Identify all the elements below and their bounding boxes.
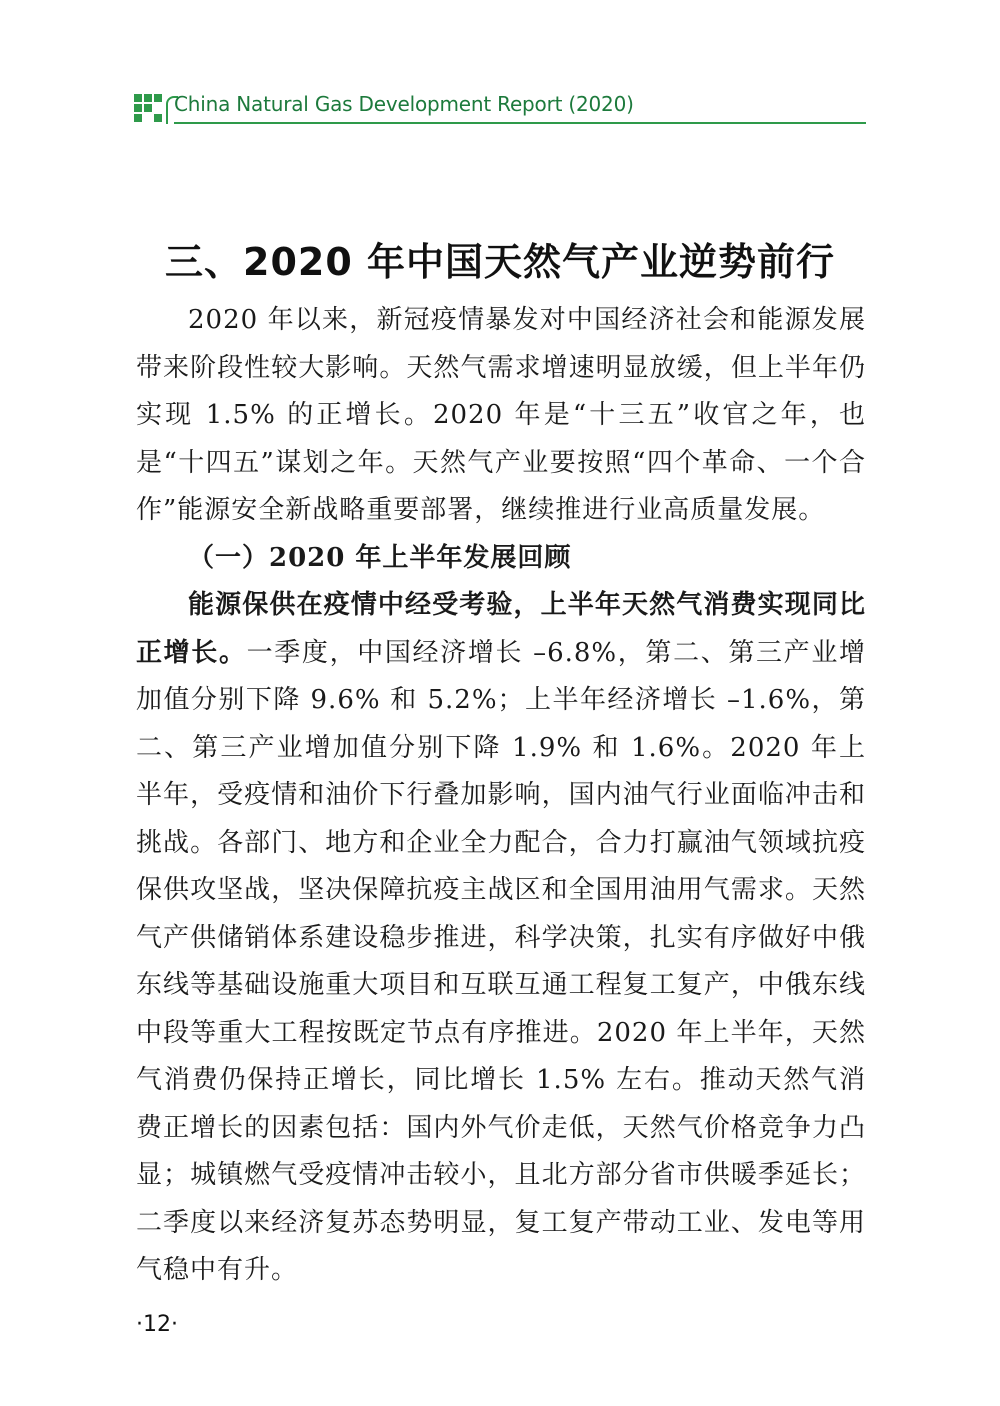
report-title: China Natural Gas Development Report (2020) xyxy=(174,92,634,116)
page-header xyxy=(134,90,866,126)
section-paragraph xyxy=(136,582,866,1295)
page-body xyxy=(136,297,866,1295)
section-heading: （一）2020 年上半年发展回顾 xyxy=(188,542,572,573)
intro-paragraph: 2020 年以来，新冠疫情暴发对中国经济社会和能源发展带来阶段性较大影响。天然气需求增速明显放缓，但上半年仍实现 1.5% 的正增长。2020 年是“十三五”收官之年，也是“十四五”谋划之年。天然气产业要按照“四个革命、一个合作”能源安全新战略重要部署，继续推进行业高质量发展。 xyxy=(136,305,866,525)
header-divider xyxy=(174,122,866,124)
chapter-title: 三、2020 年中国天然气产业逆势前行 xyxy=(165,240,835,285)
section-body-text: 一季度，中国经济增长 –6.8%，第二、第三产业增加值分别下降 9.6% 和 5.2%；上半年经济增长 –1.6%，第二、第三产业增加值分别下降 1.9% 和 1.6%。2020 年上半年，受疫情和油价下行叠加影响，国内油气行业面临冲击和挑战。各部门、地方和企业全力配合，合力打赢油气领域抗疫保供攻坚战，坚决保障抗疫主战区和全国用油用气需求。天然气产供储销体系建设稳步推进，科学决策，扎实有序做好中俄东线等基础设施重大项目和互联互通工程复工复产，中俄东线中段等重大工程按既定节点有序推进。2020 年上半年，天然气消费仍保持正增长，同比增长 1.5% 左右。推动天然气消费正增长的因素包括：国内外气价走低，天然气价格竞争力凸显；城镇燃气受疫情冲击较小，且北方部分省市供暖季延长；二季度以来经济复苏态势明显，复工复产带动工业、发电等用气稳中有升。 xyxy=(136,637,866,1285)
green-block-logo-icon xyxy=(134,94,162,122)
page-number: ·12· xyxy=(136,1312,178,1337)
section-lead-sentence: 能源保供在疫情中经受考验，上半年天然气消费实现同比正增长。 xyxy=(136,590,866,668)
